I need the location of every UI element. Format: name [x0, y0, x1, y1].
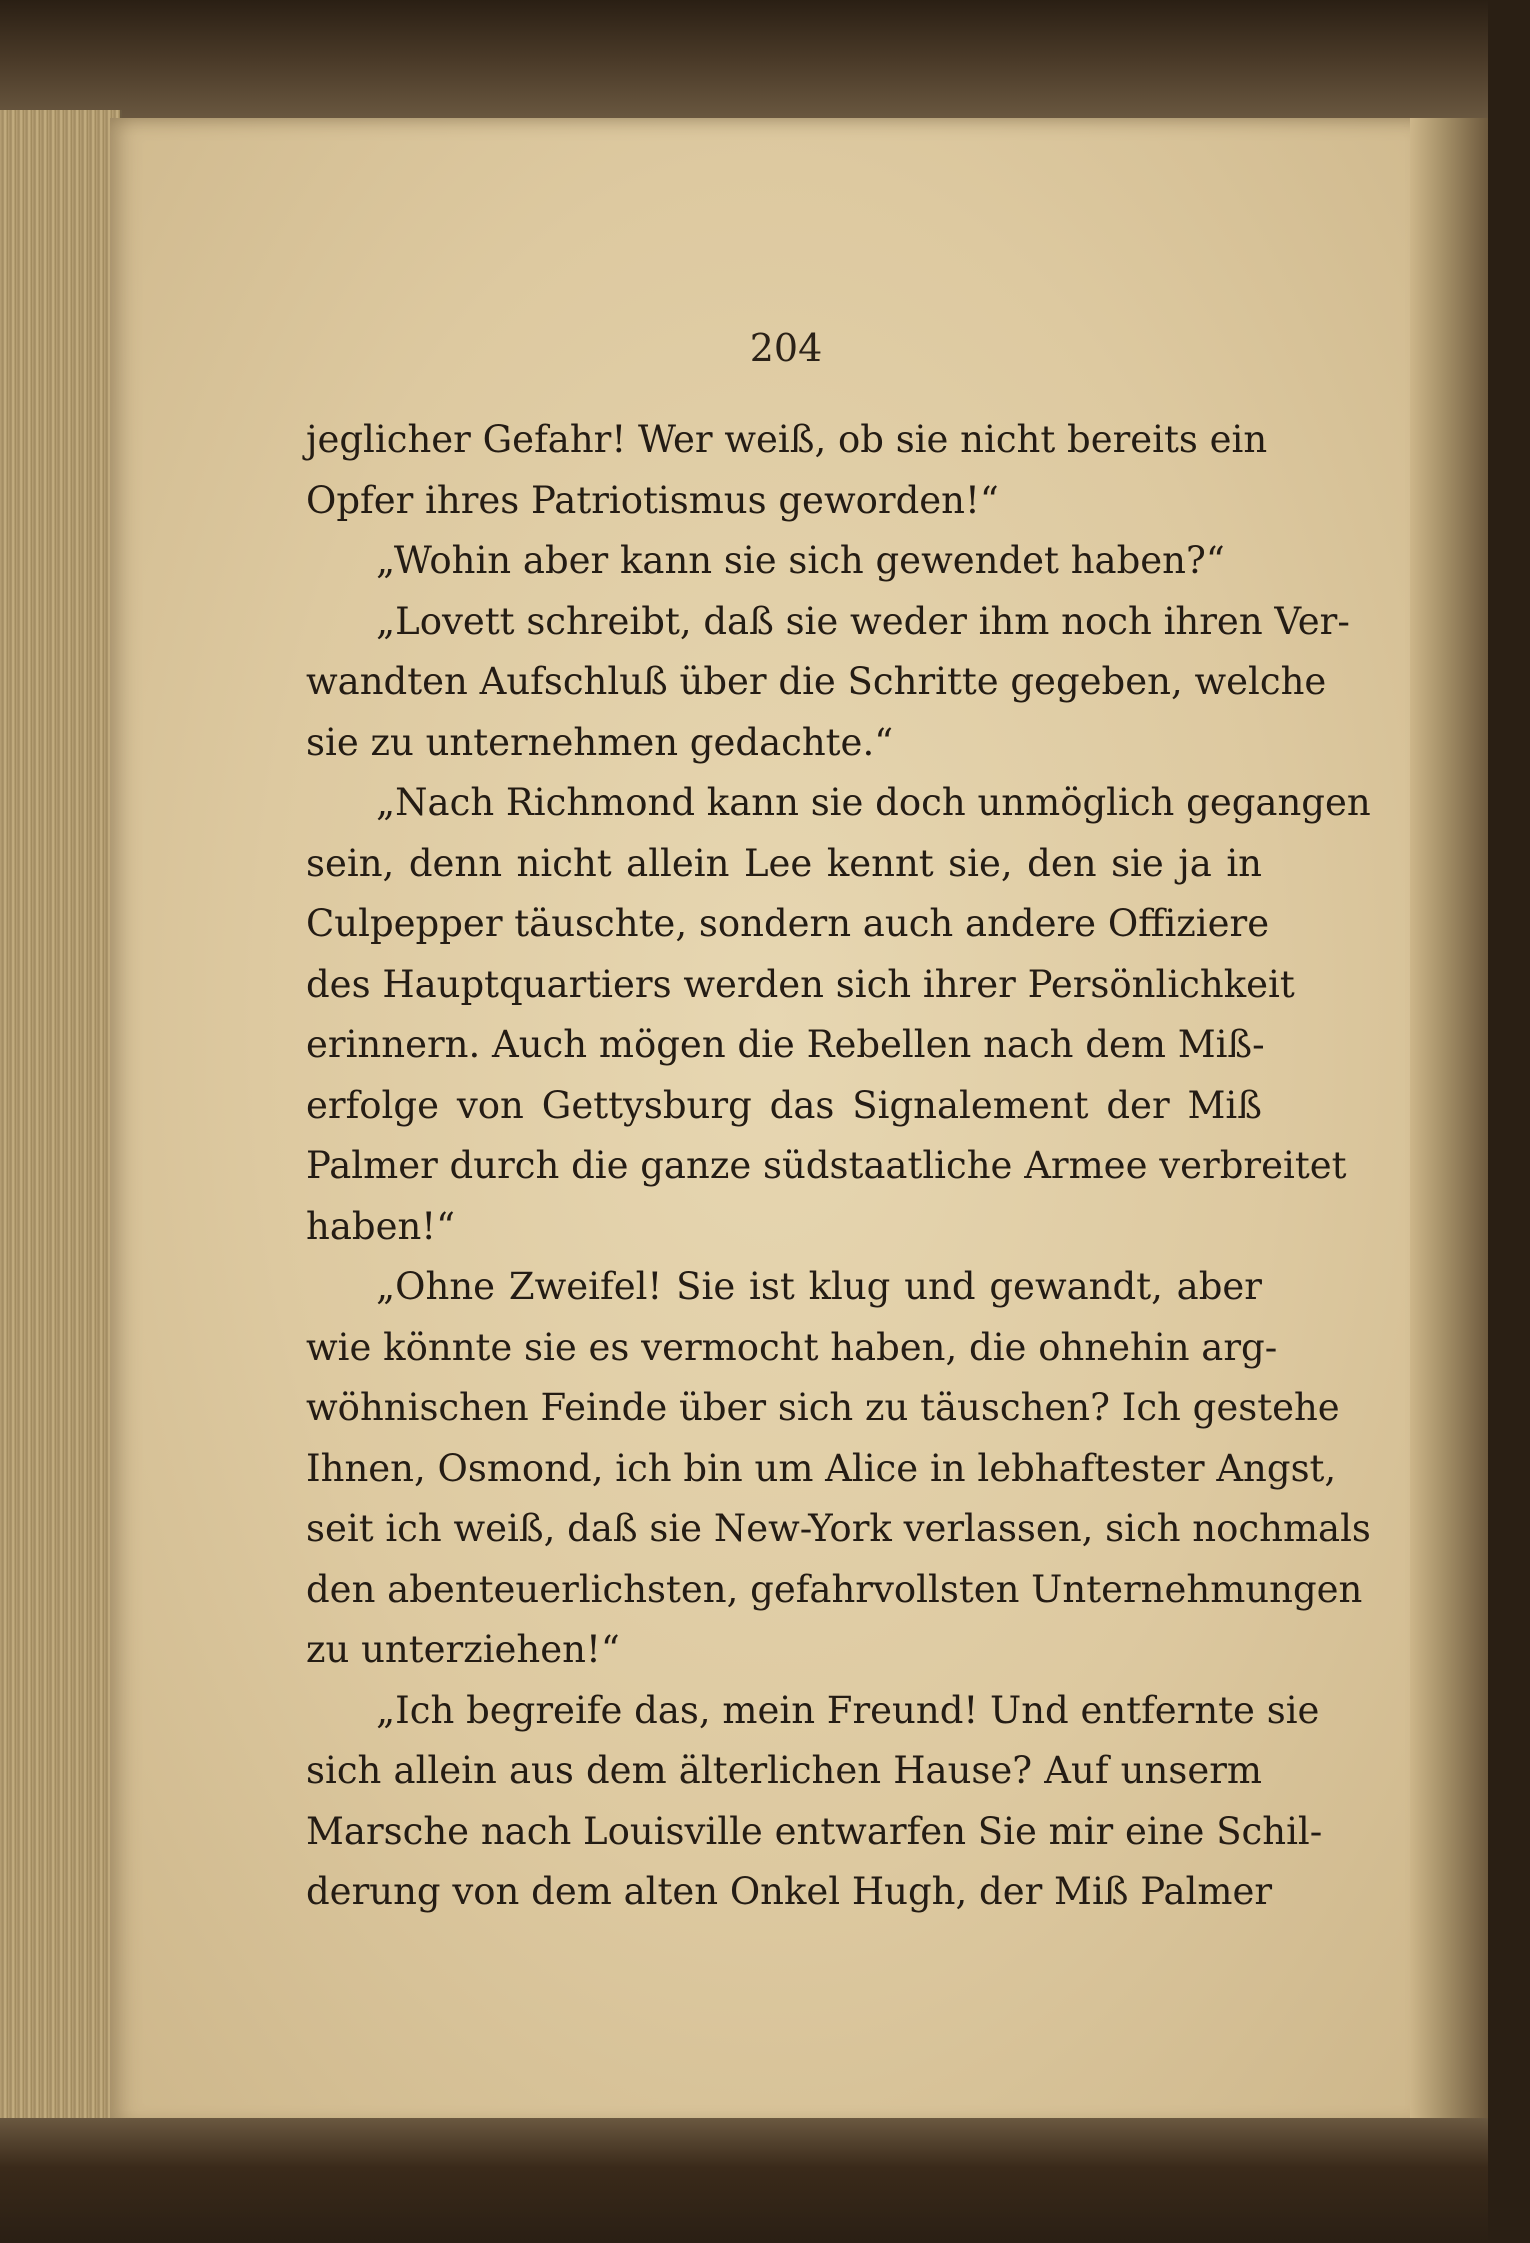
text-line: den abenteuerlichsten, gefahrvollsten Unternehmungen: [306, 1567, 1363, 1611]
text-line: wie könnte sie es vermocht haben, die ohnehin arg-: [306, 1325, 1278, 1369]
text-line: derung von dem alten Onkel Hugh, der Miß Palmer: [306, 1870, 1273, 1913]
text-line: Marsche nach Louisville entwarfen Sie mir eine Schil-: [306, 1809, 1323, 1853]
text-line: „Nach Richmond kann sie doch unmöglich gegangen: [376, 781, 1371, 824]
text-line: sein, denn nicht allein Lee kennt sie, den sie ja in: [306, 841, 1262, 885]
text-line: seit ich weiß, daß sie New-York verlassen, sich nochmals: [306, 1507, 1371, 1550]
text-line: sich allein aus dem älterlichen Hause? Auf unserm: [306, 1749, 1262, 1792]
text-line: zu unterziehen!“: [306, 1628, 620, 1671]
text-line: Culpepper täuschte, sondern auch andere Offiziere: [306, 902, 1270, 945]
text-line: Opfer ihres Patriotismus geworden!“: [306, 478, 999, 522]
body-text: [306, 410, 1371, 1923]
text-line: jeglicher Gefahr! Wer weiß, ob sie nicht bereits ein: [306, 418, 1268, 461]
text-line: sie zu unternehmen gedachte.“: [306, 720, 894, 764]
text-line: „Lovett schreibt, daß sie weder ihm noch ihren Ver-: [376, 599, 1350, 643]
text-line: erfolge von Gettysburg das Signalement der Miß: [306, 1083, 1262, 1127]
book-right-edge: [1410, 118, 1488, 2128]
text-line: wöhnischen Feinde über sich zu täuschen? Ich gestehe: [306, 1386, 1340, 1429]
text-line: haben!“: [306, 1204, 456, 1248]
page-number: 204: [749, 326, 823, 370]
text-line: wandten Aufschluß über die Schritte gegeben, welche: [306, 660, 1327, 703]
text-line: „Ohne Zweifel! Sie ist klug und gewandt, aber: [376, 1265, 1262, 1308]
text-line: des Hauptquartiers werden sich ihrer Persönlichkeit: [306, 962, 1295, 1006]
text-line: Palmer durch die ganze südstaatliche Armee verbreitet: [306, 1144, 1347, 1187]
page-stack-edge: [0, 110, 122, 2120]
text-line: Ihnen, Osmond, ich bin um Alice in lebhaftester Angst,: [306, 1446, 1337, 1490]
text-line: erinnern. Auch mögen die Rebellen nach dem Miß-: [306, 1023, 1265, 1066]
book-bottom-edge: [0, 2118, 1488, 2243]
book-top-edge: [0, 0, 1488, 120]
text-line: „Wohin aber kann sie sich gewendet haben?“: [376, 539, 1225, 582]
text-line: „Ich begreife das, mein Freund! Und entfernte sie: [376, 1688, 1320, 1732]
